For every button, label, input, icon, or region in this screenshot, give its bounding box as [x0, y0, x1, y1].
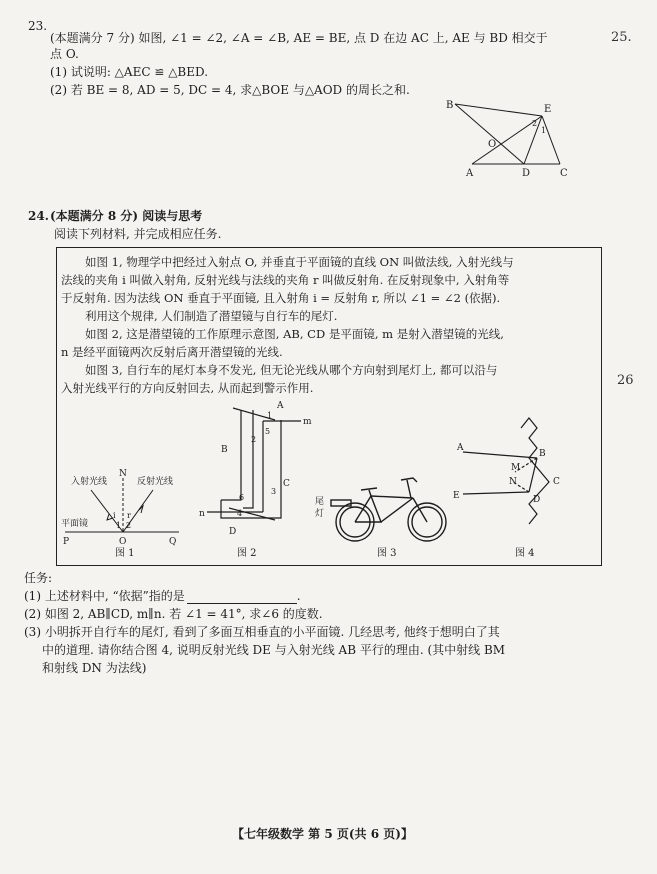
- fig4-M-label: M: [511, 463, 521, 473]
- fig1-incident-label: 入射光线: [71, 477, 108, 487]
- fig2-angle4-label: 4: [237, 509, 243, 518]
- fig2-D-label: D: [229, 527, 237, 537]
- figure-1-caption: 图 1: [115, 548, 135, 559]
- fig1-P-label: P: [63, 537, 70, 547]
- fig2-angle3-label: 3: [271, 487, 277, 496]
- fig1-reflected-label: 反射光线: [137, 477, 174, 487]
- figure-3-bicycle: [313, 470, 453, 546]
- material-line-7: 如图 3, 自行车的尾灯本身不发光, 但无论光线从哪个方向射到尾灯上, 都可以沿与: [85, 363, 498, 377]
- fig2-n-label: n: [199, 509, 205, 519]
- q23-stem-line2: 点 O.: [50, 47, 79, 61]
- fig2-A-label: A: [277, 401, 284, 411]
- q23-part2: (2) 若 BE = 8, AD = 5, DC = 4, 求△BOE 与△AOD 的周长之和.: [50, 83, 410, 97]
- fig4-C-label: C: [553, 477, 560, 487]
- fig1-r-label: r: [127, 511, 131, 520]
- figure-4-caption: 图 4: [515, 548, 535, 559]
- fig1-angle1-label: 1: [116, 521, 122, 530]
- q23-label-E: E: [544, 104, 552, 115]
- q23-label-D: D: [522, 168, 531, 179]
- task-3-line2: 中的道理. 请你结合图 4, 说明反射光线 DE 与入射光线 AB 平行的理由. (其中射线 BM: [42, 643, 506, 657]
- figure-2: [191, 400, 311, 546]
- tasks-title: 任务:: [24, 571, 53, 585]
- material-line-2: 法线的夹角 i 叫做入射角, 反射光线与法线的夹角 r 叫做反射角. 在反射现象中, 入射角等: [61, 273, 510, 287]
- fig2-angle2-label: 2: [251, 435, 257, 444]
- fig1-i-label: i: [113, 511, 116, 520]
- fig1-O-label: O: [119, 537, 127, 547]
- fig2-m-label: m: [303, 417, 312, 427]
- task-2: (2) 如图 2, AB∥CD, m∥n. 若 ∠1 = 41°, 求∠6 的度数.: [24, 607, 323, 621]
- q23-part1: (1) 试说明: △AEC ≌ △BED.: [50, 65, 209, 79]
- task-1-text: (1) 上述材料中, “依据”指的是: [24, 589, 185, 603]
- figure-3-caption: 图 3: [377, 548, 397, 559]
- q23-label-A: A: [466, 168, 474, 179]
- fig1-N-label: N: [119, 469, 127, 479]
- material-line-1: 如图 1, 物理学中把经过入射点 O, 并垂直于平面镜的直线 ON 叫做法线, 入射光线与: [85, 255, 514, 269]
- fig4-A-label: A: [457, 443, 464, 453]
- fig4-N-label: N: [509, 477, 517, 487]
- side-number-26: 26: [617, 373, 634, 388]
- figure-1: [61, 466, 191, 546]
- material-line-5: 如图 2, 这是潜望镜的工作原理示意图, AB, CD 是平面镜, m 是射入潜望镜的光线,: [85, 327, 504, 341]
- fig1-angle2-label: 2: [126, 521, 132, 530]
- material-line-6: n 是经平面镜两次反射后离开潜望镜的光线.: [61, 345, 283, 359]
- task-3-line3: 和射线 DN 为法线): [42, 661, 147, 675]
- fig2-angle6-label: 6: [239, 493, 245, 502]
- fig3-tail-label-1: 尾: [315, 497, 325, 507]
- fig2-C-label: C: [283, 479, 290, 489]
- fig2-angle1-label: 1: [267, 411, 273, 420]
- material-line-3: 于反射角. 因为法线 ON 垂直于平面镜, 且入射角 i = 反射角 r, 所以 ∠1 = ∠2 (依据).: [61, 291, 501, 305]
- side-number-25: 25.: [611, 30, 632, 45]
- q23-number: 23.: [28, 19, 48, 33]
- q23-label-1: 1: [541, 126, 547, 135]
- fig4-B-label: B: [539, 449, 546, 459]
- fig4-D-label: D: [533, 495, 541, 505]
- q23-stem-line1: (本题满分 7 分) 如图, ∠1 = ∠2, ∠A = ∠B, AE = BE, 点 D 在边 AC 上, AE 与 BD 相交于: [50, 31, 548, 45]
- task-1-blank[interactable]: [187, 591, 297, 604]
- material-line-8: 入射光线平行的方向反射回去, 从而起到警示作用.: [61, 381, 314, 395]
- q23-figure: [440, 96, 580, 180]
- q24-title: (本题满分 8 分) 阅读与思考: [50, 209, 203, 223]
- page-footer: 【七年级数学 第 5 页(共 6 页)】: [232, 827, 413, 841]
- q23-label-B: B: [446, 100, 454, 111]
- q23-label-C: C: [560, 168, 568, 179]
- task-1: [24, 588, 301, 604]
- fig4-E-label: E: [453, 491, 460, 501]
- q24-intro: 阅读下列材料, 并完成相应任务.: [54, 227, 222, 241]
- fig2-angle5-label: 5: [265, 427, 271, 436]
- task-1-end: .: [296, 589, 301, 603]
- q23-label-O: O: [488, 139, 497, 150]
- material-line-4: 利用这个规律, 人们制造了潜望镜与自行车的尾灯.: [85, 309, 338, 323]
- fig1-mirror-label: 平面镜: [61, 519, 89, 529]
- figure-4: [453, 408, 597, 538]
- q24-number: 24.: [28, 209, 49, 223]
- fig2-B-label: B: [221, 445, 228, 455]
- fig1-Q-label: Q: [169, 537, 177, 547]
- task-3-line1: (3) 小明拆开自行车的尾灯, 看到了多面互相垂直的小平面镜. 几经思考, 他终于想明白了其: [24, 625, 500, 639]
- material-box: [56, 247, 602, 566]
- fig3-tail-label-2: 灯: [315, 509, 325, 519]
- q23-label-2: 2: [532, 119, 538, 128]
- figure-2-caption: 图 2: [237, 548, 257, 559]
